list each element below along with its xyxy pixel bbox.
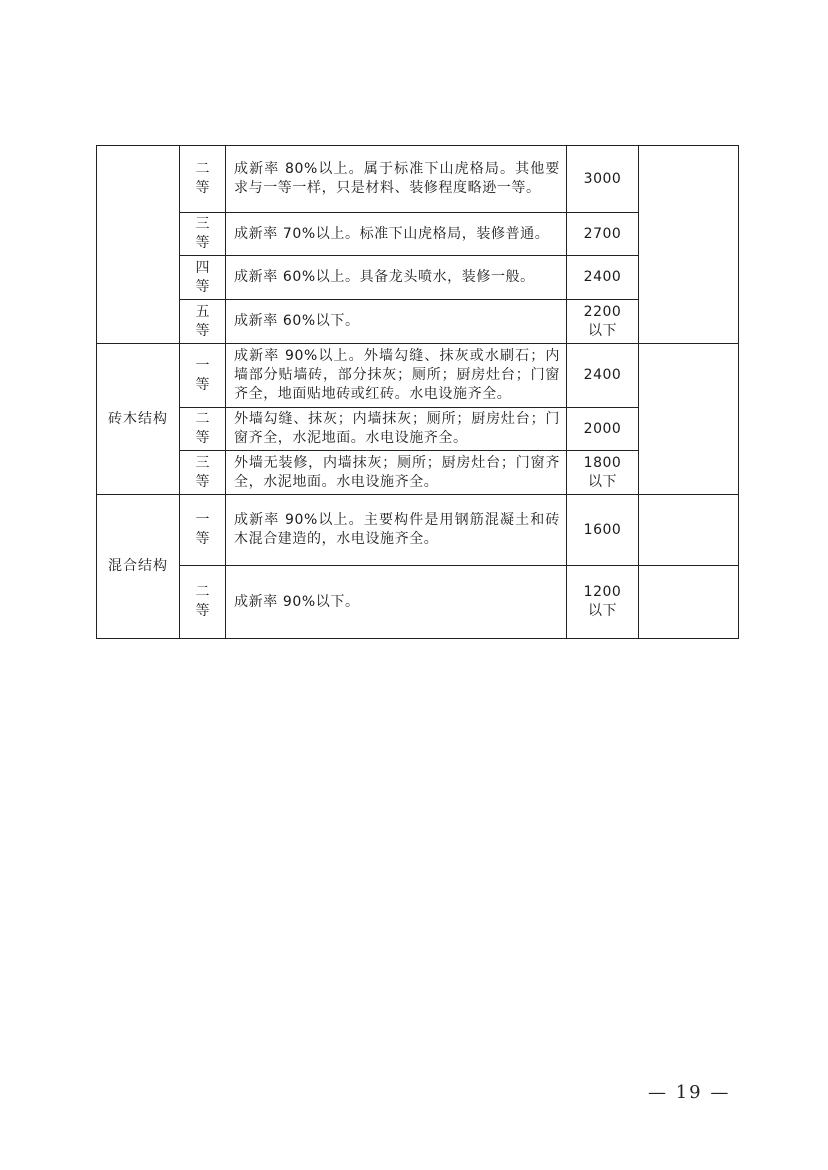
table-row: [97, 146, 739, 213]
note-cell: [639, 566, 739, 639]
description-cell: 成新率 70%以上。标准下山虎格局，装修普通。: [226, 213, 567, 256]
grade-cell: 二 等: [180, 566, 226, 639]
table-row: [97, 344, 739, 408]
description-cell: 成新率 60%以下。: [226, 300, 567, 344]
note-cell: [639, 146, 739, 344]
description-cell: 成新率 90%以上。外墙勾缝、抹灰或水刷石；内墙部分贴墙砖，部分抹灰；厕所；厨房灶台；门窗齐全，地面贴地砖或红砖。水电设施齐全。: [226, 344, 567, 408]
structure-cell: 砖木结构: [97, 344, 180, 495]
description-cell: 成新率 90%以上。主要构件是用钢筋混凝土和砖木混合建造的，水电设施齐全。: [226, 495, 567, 566]
price-table: [96, 145, 739, 639]
price-cell: 1800 以下: [567, 451, 639, 495]
structure-cell: [97, 146, 180, 344]
grade-cell: 二 等: [180, 146, 226, 213]
grade-cell: 一 等: [180, 344, 226, 408]
description-cell: 外墙勾缝、抹灰；内墙抹灰；厕所；厨房灶台；门窗齐全，水泥地面。水电设施齐全。: [226, 408, 567, 451]
price-cell: 2700: [567, 213, 639, 256]
note-cell: [639, 495, 739, 566]
description-cell: 成新率 90%以下。: [226, 566, 567, 639]
table-row: [97, 566, 739, 639]
grade-cell: 三 等: [180, 451, 226, 495]
description-cell: 成新率 60%以上。具备龙头喷水，装修一般。: [226, 256, 567, 300]
price-cell: 1600: [567, 495, 639, 566]
description-cell: 成新率 80%以上。属于标准下山虎格局。其他要求与一等一样，只是材料、装修程度略逊一等。: [226, 146, 567, 213]
price-cell: 2400: [567, 344, 639, 408]
grade-cell: 四 等: [180, 256, 226, 300]
page-number: — 19 —: [648, 1082, 731, 1103]
structure-cell: 混合结构: [97, 495, 180, 639]
grade-cell: 三 等: [180, 213, 226, 256]
grade-cell: 二 等: [180, 408, 226, 451]
grade-cell: 一 等: [180, 495, 226, 566]
grade-cell: 五 等: [180, 300, 226, 344]
price-cell: 2200 以下: [567, 300, 639, 344]
description-cell: 外墙无装修，内墙抹灰；厕所；厨房灶台；门窗齐全，水泥地面。水电设施齐全。: [226, 451, 567, 495]
note-cell: [639, 344, 739, 495]
price-cell: 2400: [567, 256, 639, 300]
price-cell: 2000: [567, 408, 639, 451]
price-cell: 3000: [567, 146, 639, 213]
price-cell: 1200 以下: [567, 566, 639, 639]
table-row: [97, 495, 739, 566]
